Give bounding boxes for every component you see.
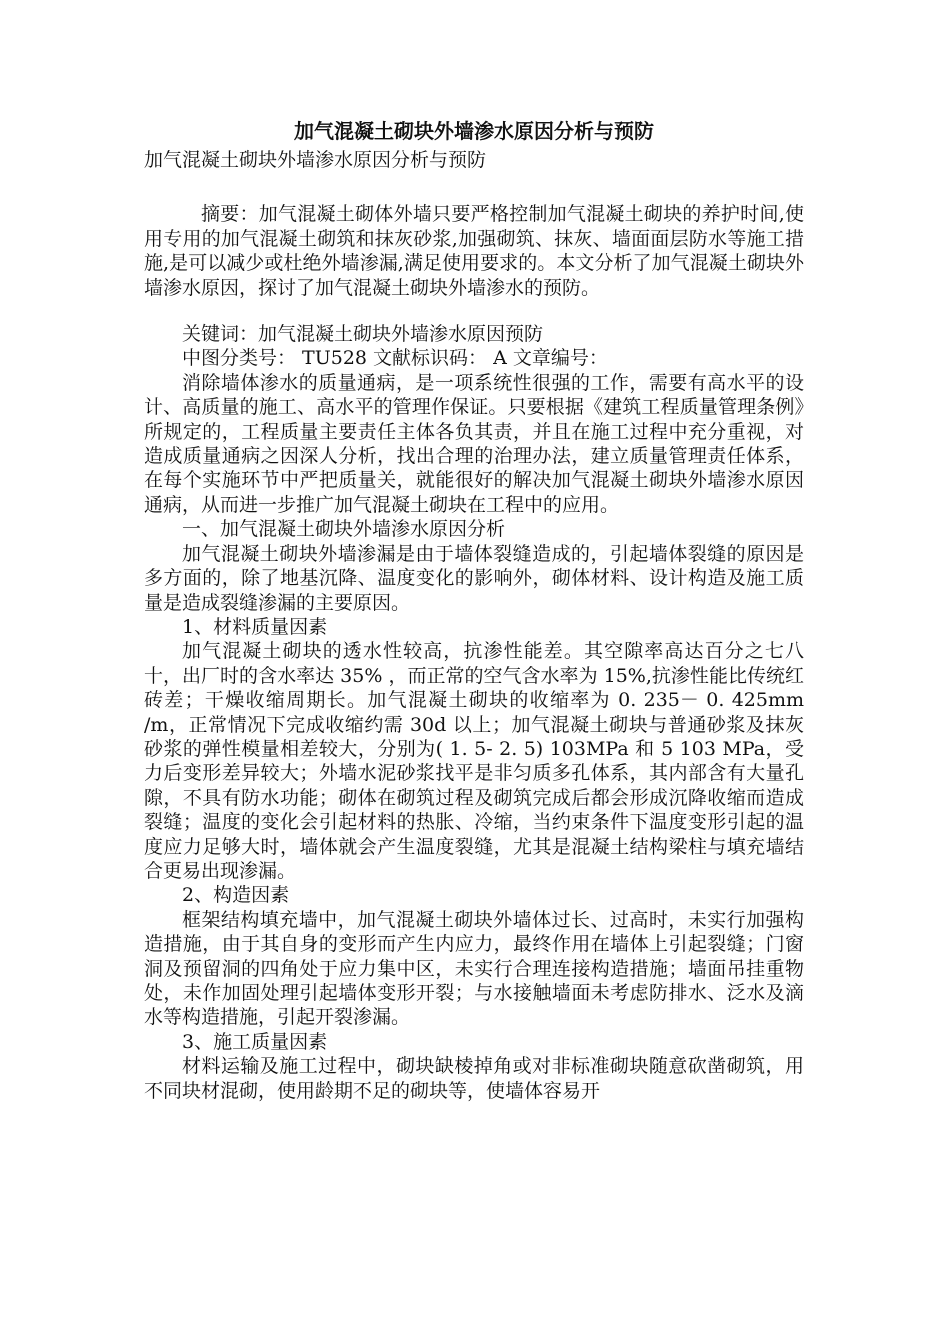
document-title: 加气混凝土砌块外墙渗水原因分析与预防 (294, 119, 654, 143)
subsection-paragraph-2: 框架结构填充墙中，加气混凝土砌块外墙体过长、过高时，未实行加强构造措施，由于其自身的变形而产生内应力，最终作用在墙体上引起裂缝；门窗洞及预留洞的四角处于应力集中区，未实行合理连接构造措施；墙面吊挂重物处，未作加固处理引起墙体变形开裂；与水接触墙面未考虑防排水、泛水及滴水等构造措施，引起开裂渗漏。 (144, 908, 804, 1029)
section-heading-1: 一、加气混凝土砌块外墙渗水原因分析 (182, 518, 506, 541)
subsection-heading-1: 1、材料质量因素 (182, 615, 328, 638)
section-paragraph-1: 加气混凝土砌块外墙渗漏是由于墙体裂缝造成的，引起墙体裂缝的原因是多方面的，除了地基沉降、温度变化的影响外，砌体材料、设计构造及施工质量是造成裂缝渗漏的主要原因。 (144, 542, 804, 614)
abstract-paragraph: 摘要：加气混凝土砌体外墙只要严格控制加气混凝土砌块的养护时间,使用专用的加气混凝土砌筑和抹灰砂浆,加强砌筑、抹灰、墙面面层防水等施工措施,是可以减少或杜绝外墙渗漏,满足使用要求的。本文分析了加气混凝土砌块外墙渗水原因，探讨了加气混凝土砌块外墙渗水的预防。 (144, 203, 804, 299)
subsection-paragraph-1: 加气混凝土砌块的透水性较高，抗渗性能差。其空隙率高达百分之七八十，出厂时的含水率达 35% ，而正常的空气含水率为 15%,抗渗性能比传统红砖差；干燥收缩周期长。加气混凝土砌块的收缩率为 0. 235－ 0. 425mm /m，正常情况下完成收缩约需 30d 以上；加气混凝土砌块与普通砂浆及抹灰砂浆的弹性模量相差较大，分别为( 1. 5- 2. 5) 103MPa 和 5 103 MPa，受力后变形差异较大；外墙水泥砂浆找平是非匀质多孔体系，其内部含有大量孔隙，不具有防水功能；砌体在砌筑过程及砌筑完成后都会形成沉降收缩而造成裂缝；温度的变化会引起材料的热胀、冷缩，当约束条件下温度变形引起的温度应力足够大时，墙体就会产生温度裂缝，尤其是混凝土结构梁柱与填充墙结合更易出现渗漏。 (144, 640, 804, 882)
subsection-heading-3: 3、施工质量因素 (182, 1030, 328, 1053)
spacer (144, 172, 804, 202)
document-page (144, 118, 804, 1103)
intro-paragraph: 消除墙体渗水的质量通病，是一项系统性很强的工作，需要有高水平的设计、高质量的施工、高水平的管理作保证。只要根据《建筑工程质量管理条例》所规定的，工程质量主要责任主体各负其责，并且在施工过程中充分重视，对造成质量通病之因深人分析，找出合理的治理办法，建立质量管理责任体系，在每个实施环节中严把质量关，就能很好的解决加气混凝土砌块外墙渗水原因通病，从而进一步推广加气混凝土砌块在工程中的应用。 (144, 371, 804, 516)
classification-line: 中图分类号： TU528 文献标识码： A 文章编号： (182, 347, 608, 370)
subsection-heading-2: 2、构造因素 (182, 884, 290, 907)
subsection-paragraph-3: 材料运输及施工过程中，砌块缺棱掉角或对非标准砌块随意砍凿砌筑，用不同块材混砌，使用龄期不足的砌块等，使墙体容易开 (144, 1055, 804, 1102)
document-subtitle: 加气混凝土砌块外墙渗水原因分析与预防 (144, 149, 487, 171)
keywords-line: 关键词：加气混凝土砌块外墙渗水原因预防 (182, 323, 544, 346)
spacer (144, 300, 804, 322)
